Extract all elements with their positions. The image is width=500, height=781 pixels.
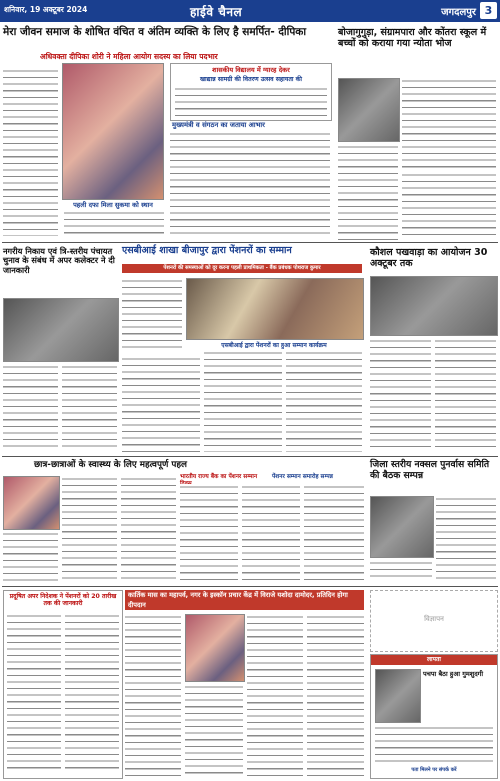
- lead-body-col1: [3, 68, 58, 236]
- students-body-c: [121, 476, 176, 582]
- page-number: 3: [480, 2, 497, 19]
- students-body-a: [3, 531, 58, 582]
- municipal-headline: नगरीय निकाय एवं त्रि-स्तरीय पंचायत चुनाव के संबंध में अपर कलेक्टर ने दी जानकारी: [3, 246, 115, 275]
- lead-mid-heading: मुख्यमंत्री व संगठन का जताया आभार: [172, 121, 265, 129]
- kartik-headline: कार्तिक मास का महापर्व, नगर के इस्कॉन प्रचार केंद्र में विराजे यशोदा दामोदर, प्रतिदिन होगा दीपदान: [125, 590, 364, 610]
- pension-body-d: [286, 350, 362, 452]
- lead-side-box: [170, 63, 332, 121]
- municipal-body-b: [62, 364, 117, 452]
- right-top-headline: बोजागुगुड़ा, संग्रामपारा और कोंतरा स्कूल में बच्चों को कराया गया न्योता भोज: [338, 27, 487, 49]
- naxal-body-b: [370, 560, 432, 582]
- skill-photo: [370, 276, 498, 336]
- lead-subheadline: अधिवक्ता दीपिका शोरी ने महिला आयोग सदस्य का लिया पदभार: [40, 52, 218, 61]
- kartik-photo: [185, 614, 245, 682]
- pension-body-a: [122, 278, 182, 353]
- ad-space: [370, 590, 498, 652]
- side-box-title: शासकीय विद्यालय में ग्यारह देकर: [212, 66, 290, 74]
- naxal-body-a: [436, 496, 496, 582]
- right-top-body-c: [402, 172, 496, 240]
- missing-title: पचपा बैठा हुआ गुमशुदगी: [423, 670, 484, 678]
- students-sub-red: भारतीय राज्य बैंक का पेंशनर सम्मान: [180, 474, 258, 480]
- lead-photo-caption: पहली दफा मिला सुकमा को स्थान: [73, 201, 153, 209]
- pension-body-c: [204, 350, 282, 452]
- skill-body-a: [370, 338, 431, 452]
- side-box-subtitle: खाद्यान्न सामग्री की वितरण उत्सव सहायता की: [199, 76, 303, 83]
- students-body-f: [304, 484, 364, 582]
- section-divider-3: [2, 586, 498, 587]
- students-body-d: [180, 484, 238, 582]
- side-box-body: [175, 86, 327, 118]
- naxal-photo: [370, 496, 434, 558]
- students-body-b: [62, 476, 117, 582]
- kartik-body-c: [247, 614, 303, 777]
- lead-body-col3: [170, 131, 330, 236]
- missing-person-box: [370, 654, 498, 779]
- pension-photo: [186, 278, 364, 340]
- paper-name: हाईवे चैनल: [190, 5, 243, 19]
- issue-date: शनिवार, 19 अक्टूबर 2024: [4, 5, 88, 14]
- right-top-body-a: [402, 78, 496, 168]
- pension-notice-body-a: [7, 613, 61, 773]
- missing-body: [375, 725, 493, 765]
- lead-photo: [62, 63, 164, 200]
- kartik-body-d: [307, 614, 364, 777]
- section-divider-2: [2, 456, 498, 457]
- right-top-photo: [338, 78, 400, 142]
- pension-body-b: [122, 356, 200, 452]
- pension-notice-body-b: [65, 613, 119, 773]
- municipal-body-a: [3, 364, 58, 452]
- pension-notice-box: [3, 590, 123, 779]
- skill-body-b: [435, 338, 496, 452]
- pension-headline: एसबीआई शाखा बीजापुर द्वारा पेंशनरों का सम्मान: [122, 245, 292, 256]
- edition-city: जगदलपुर: [441, 7, 476, 18]
- students-body-e: [242, 484, 300, 582]
- ad-label: विज्ञापन: [424, 615, 444, 623]
- missing-notice: पता मिलने पर संपर्क करें: [411, 767, 457, 773]
- kartik-body-b: [185, 684, 243, 777]
- section-divider: [2, 242, 498, 243]
- missing-person-photo: [375, 669, 421, 723]
- kartik-body-a: [125, 614, 181, 777]
- pension-notice-title: प्रदूषित अपर निदेशक ने पेंशनरों को 20 तारीख तक की जानकारी: [9, 593, 117, 608]
- students-photo: [3, 476, 60, 530]
- students-headline: छात्र-छात्राओं के स्वास्थ्य के लिए महत्वपूर्ण पहल: [34, 460, 187, 470]
- right-top-body-b: [338, 144, 398, 240]
- masthead: [0, 0, 500, 22]
- lead-headline: मेरा जीवन समाज के शोषित वंचित व अंतिम व्यक्ति के लिए है समर्पित- दीपिका: [3, 26, 307, 38]
- lead-body-col2: [64, 210, 164, 238]
- naxal-headline: जिला स्तरीय नक्सल पुनर्वास समिति की बैठक सम्पन्न: [370, 459, 490, 481]
- students-sub-blue: पेंशनर सम्मान समारोह सम्पन्न: [272, 474, 333, 480]
- pension-photo-caption: एसबीआई द्वारा पेंशनरों का हुआ सम्मान कार्यक्रम: [221, 342, 327, 349]
- skill-headline: कौशल पखवाड़ा का आयोजन 30 अक्टूबर तक: [370, 247, 488, 269]
- municipal-photo: [3, 298, 119, 362]
- missing-label: लापता: [371, 655, 497, 665]
- pension-subheadline: पेंशनरों की समस्याओं को दूर करना पहली प्राथमिकता - बैंक प्रबंधक पोथराज कुमार: [122, 264, 362, 273]
